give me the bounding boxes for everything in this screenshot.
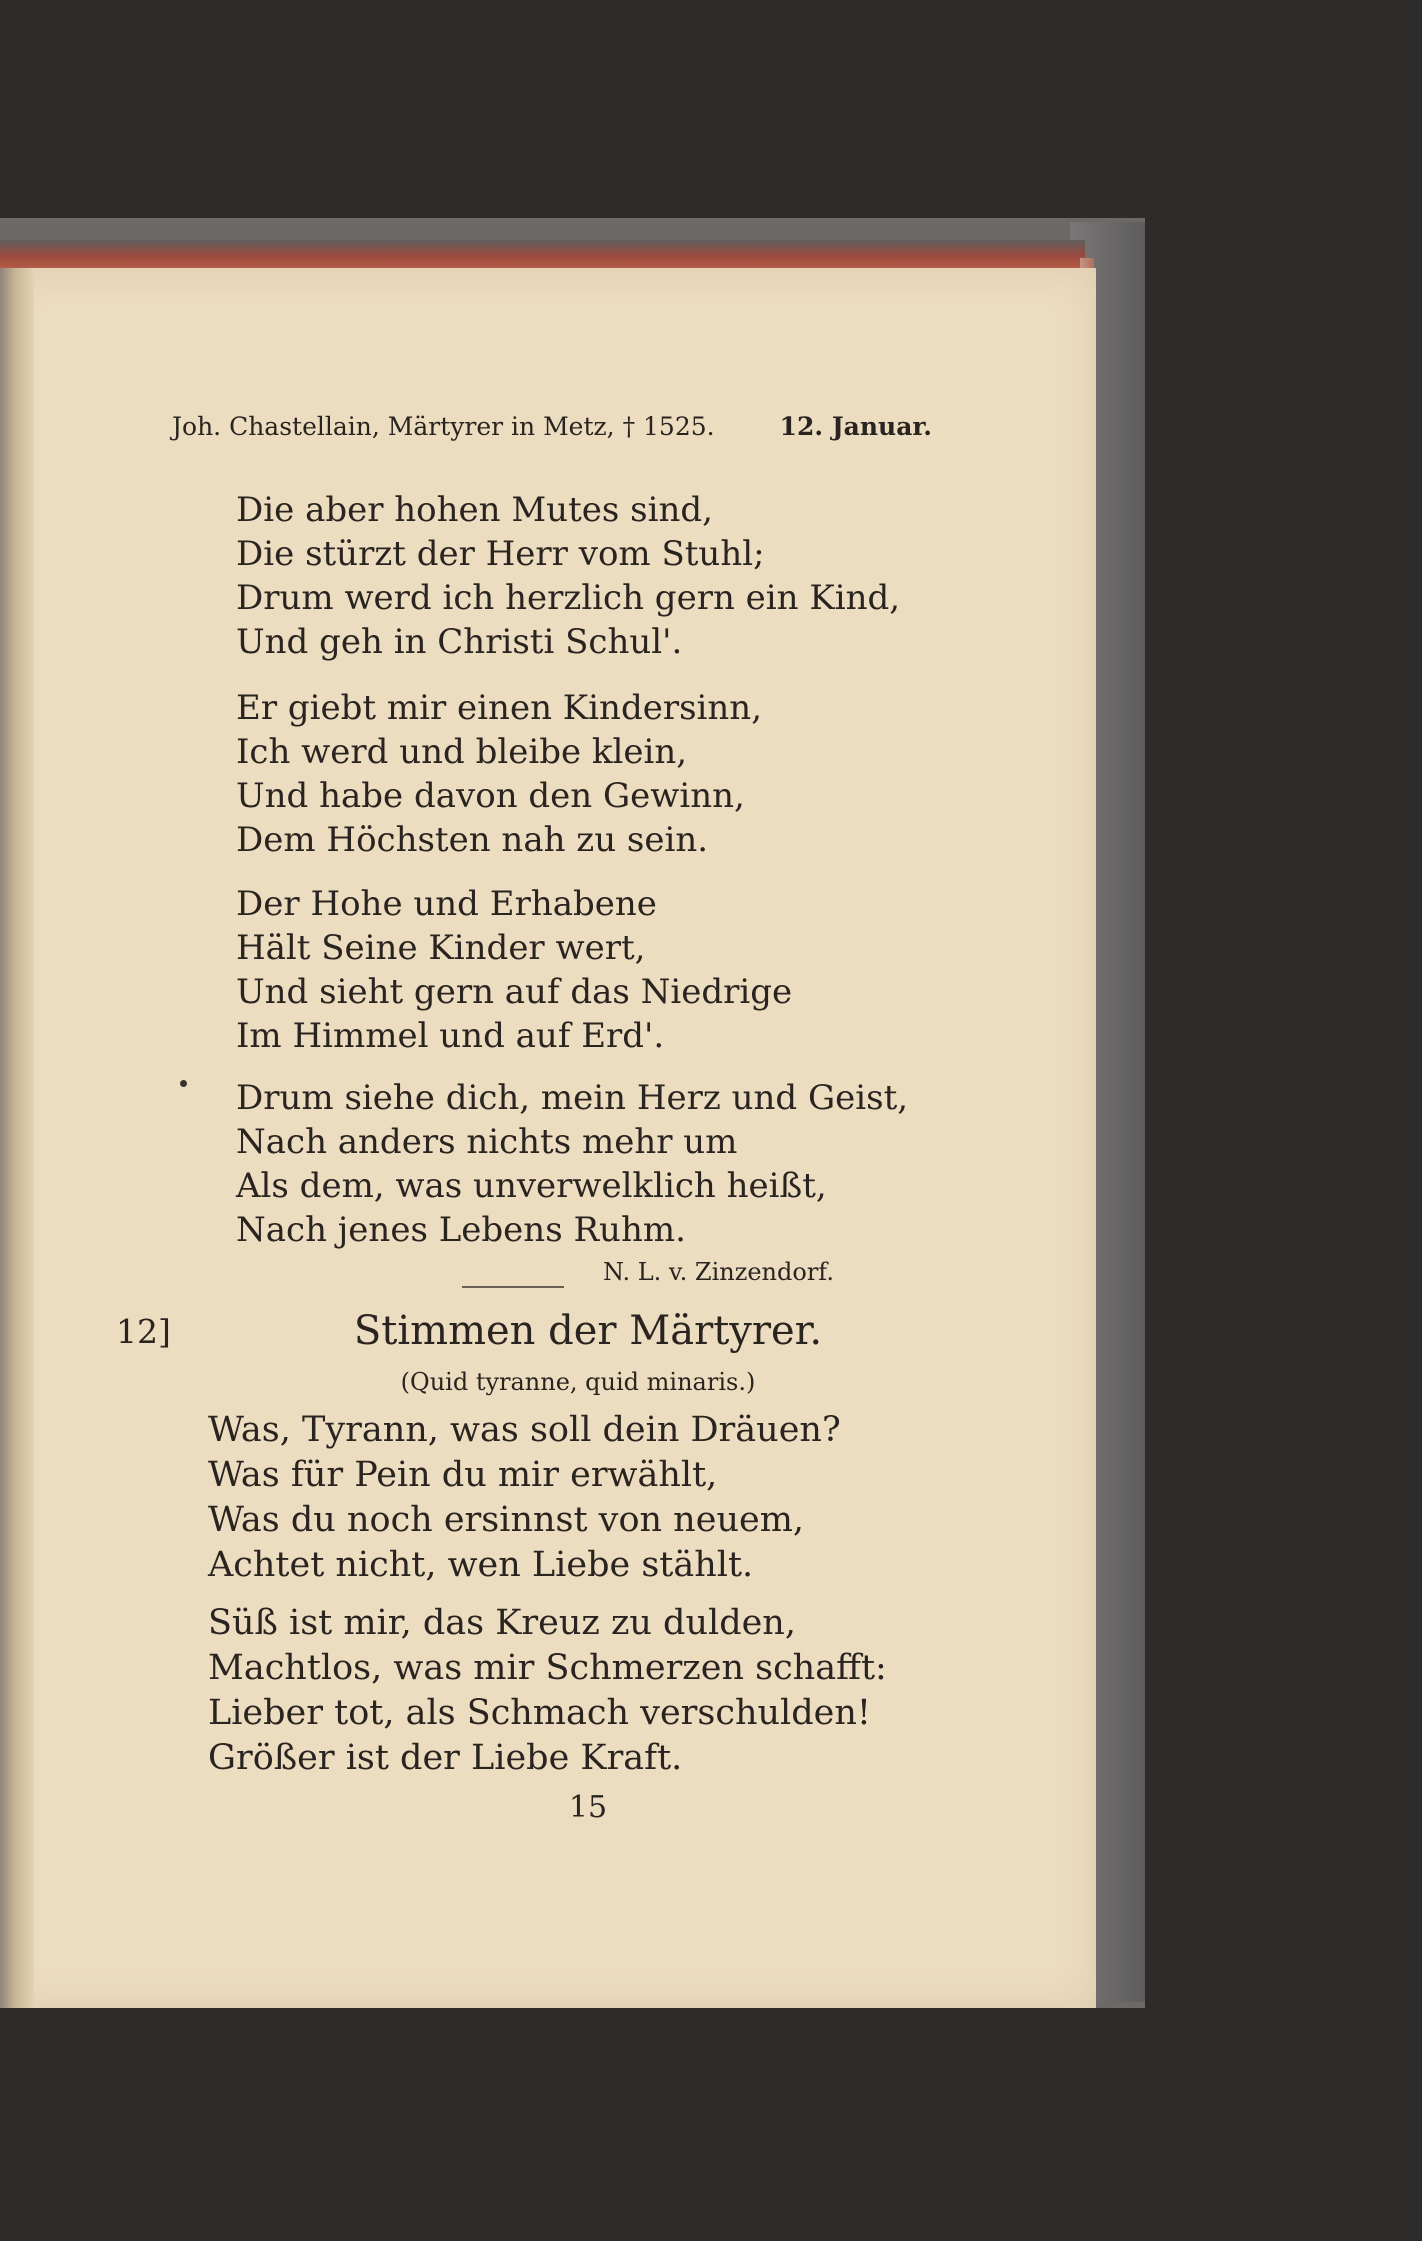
hymn-stanza-1: [208, 1408, 841, 1588]
margin-dot: [180, 1080, 187, 1087]
verse-line: Achtet nicht, wen Liebe stählt.: [208, 1545, 754, 1585]
verse-line: Drum siehe dich, mein Herz und Geist,: [236, 1078, 909, 1118]
verse-line: Dem Höchsten nah zu sein.: [236, 820, 709, 860]
verse-line: Der Hohe und Erhabene: [236, 884, 657, 924]
poem-attribution: N. L. v. Zinzendorf.: [603, 1258, 834, 1286]
verse-line: Drum werd ich herzlich gern ein Kind,: [236, 578, 901, 618]
poem-stanza-2: [236, 686, 762, 862]
header-right: 12. Januar.: [779, 412, 932, 441]
verse-line: Und geh in Christi Schul'.: [236, 622, 683, 662]
verse-line: Was du noch ersinnst von neuem,: [208, 1500, 805, 1540]
verse-line: Lieber tot, als Schmach verschulden!: [208, 1693, 871, 1733]
book-page: [0, 268, 1096, 2008]
verse-line: Was für Pein du mir erwählt,: [208, 1455, 718, 1495]
verse-line: Und habe davon den Gewinn,: [236, 776, 745, 816]
poem-stanza-3: [236, 882, 792, 1058]
verse-line: Größer ist der Liebe Kraft.: [208, 1738, 683, 1778]
verse-line: Ich werd und bleibe klein,: [236, 732, 688, 772]
running-header: [172, 412, 932, 452]
header-left: Joh. Chastellain, Märtyrer in Metz, † 1525.: [172, 412, 715, 441]
verse-line: Machtlos, was mir Schmerzen schafft:: [208, 1648, 887, 1688]
verse-line: Nach jenes Lebens Ruhm.: [236, 1210, 686, 1250]
verse-line: Süß ist mir, das Kreuz zu dulden,: [208, 1603, 796, 1643]
hymn-stanza-2: [208, 1601, 887, 1781]
verse-line: Nach anders nichts mehr um: [236, 1122, 738, 1162]
verse-line: Er giebt mir einen Kindersinn,: [236, 688, 763, 728]
poem-stanza-4: [236, 1076, 908, 1252]
verse-line: Die stürzt der Herr vom Stuhl;: [236, 534, 765, 574]
verse-line: Die aber hohen Mutes sind,: [236, 490, 713, 530]
section-divider: [462, 1286, 564, 1288]
page-gutter: [0, 268, 34, 2008]
verse-line: Als dem, was unverwelklich heißt,: [236, 1166, 827, 1206]
verse-line: Und sieht gern auf das Niedrige: [236, 972, 793, 1012]
hymn-number: 12]: [116, 1312, 171, 1351]
verse-line: Was, Tyrann, was soll dein Dräuen?: [208, 1410, 841, 1450]
page-content: [0, 268, 1096, 2008]
verse-line: Im Himmel und auf Erd'.: [236, 1016, 665, 1056]
hymn-title: Stimmen der Märtyrer.: [353, 1308, 823, 1354]
hymn-subtitle: (Quid tyranne, quid minaris.): [400, 1368, 756, 1396]
page-number: 15: [568, 1790, 608, 1825]
verse-line: Hält Seine Kinder wert,: [236, 928, 646, 968]
poem-stanza-1: [236, 488, 900, 664]
